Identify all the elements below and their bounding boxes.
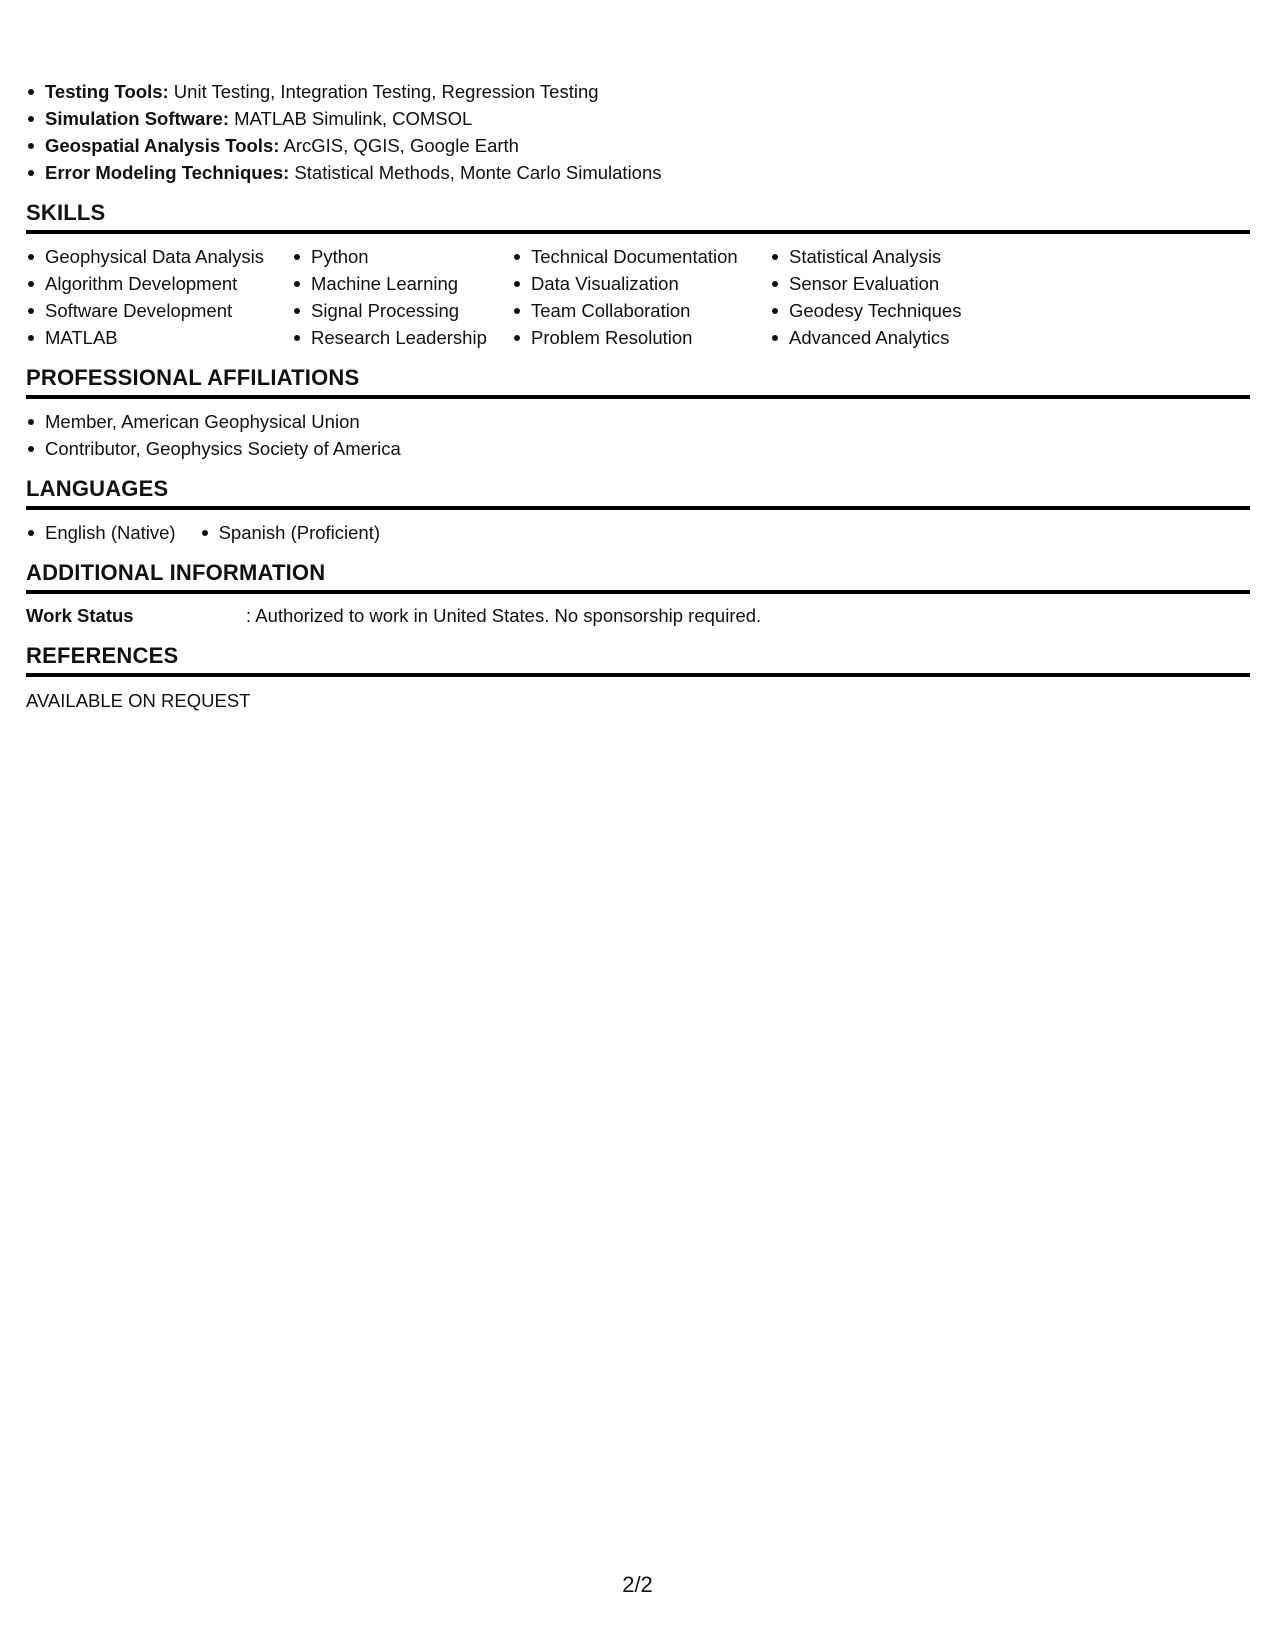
list-item: Algorithm Development — [26, 270, 292, 297]
section-title-additional-information: ADDITIONAL INFORMATION — [26, 560, 1250, 594]
list-item — [26, 78, 1250, 105]
tool-value: Statistical Methods, Monte Carlo Simulations — [289, 162, 662, 183]
list-item: Spanish (Proficient) — [200, 519, 380, 546]
skills-column — [26, 243, 292, 351]
list-item: Statistical Analysis — [770, 243, 1030, 270]
work-status-row — [26, 602, 1250, 629]
tool-label: Testing Tools: — [45, 81, 169, 102]
tool-value: MATLAB Simulink, COMSOL — [229, 108, 473, 129]
section-title-languages: LANGUAGES — [26, 476, 1250, 510]
list-item: Advanced Analytics — [770, 324, 1030, 351]
list-item: Sensor Evaluation — [770, 270, 1030, 297]
page-number: 2/2 — [622, 1572, 653, 1597]
tools-list — [26, 78, 1250, 186]
list-item: Python — [292, 243, 512, 270]
list-item: Contributor, Geophysics Society of America — [26, 435, 1250, 462]
section-title-affiliations: PROFESSIONAL AFFILIATIONS — [26, 365, 1250, 399]
skills-column — [770, 243, 1030, 351]
list-item: Software Development — [26, 297, 292, 324]
work-status-label: Work Status — [26, 605, 134, 626]
resume-page — [26, 78, 1250, 714]
list-item: Technical Documentation — [512, 243, 770, 270]
affiliations-list — [26, 408, 1250, 462]
list-item: Machine Learning — [292, 270, 512, 297]
section-title-references: REFERENCES — [26, 643, 1250, 677]
list-item: Team Collaboration — [512, 297, 770, 324]
list-item: MATLAB — [26, 324, 292, 351]
languages-list — [26, 519, 1250, 546]
list-item: Data Visualization — [512, 270, 770, 297]
references-text: AVAILABLE ON REQUEST — [26, 690, 251, 711]
list-item — [26, 105, 1250, 132]
list-item — [26, 132, 1250, 159]
list-item: Member, American Geophysical Union — [26, 408, 1250, 435]
tool-value: Unit Testing, Integration Testing, Regression Testing — [168, 81, 599, 102]
skills-column — [292, 243, 512, 351]
list-item: Geophysical Data Analysis — [26, 243, 292, 270]
work-status-value: : Authorized to work in United States. No sponsorship required. — [246, 605, 762, 626]
tool-label: Geospatial Analysis Tools: — [45, 135, 280, 156]
list-item: English (Native) — [26, 519, 176, 546]
skills-column — [512, 243, 770, 351]
list-item — [26, 159, 1250, 186]
skills-grid — [26, 243, 1250, 351]
list-item: Geodesy Techniques — [770, 297, 1030, 324]
list-item: Research Leadership — [292, 324, 512, 351]
tool-label: Simulation Software: — [45, 108, 229, 129]
list-item: Signal Processing — [292, 297, 512, 324]
section-title-skills: SKILLS — [26, 200, 1250, 234]
tool-value: ArcGIS, QGIS, Google Earth — [279, 135, 519, 156]
tool-label: Error Modeling Techniques: — [45, 162, 290, 183]
list-item: Problem Resolution — [512, 324, 770, 351]
